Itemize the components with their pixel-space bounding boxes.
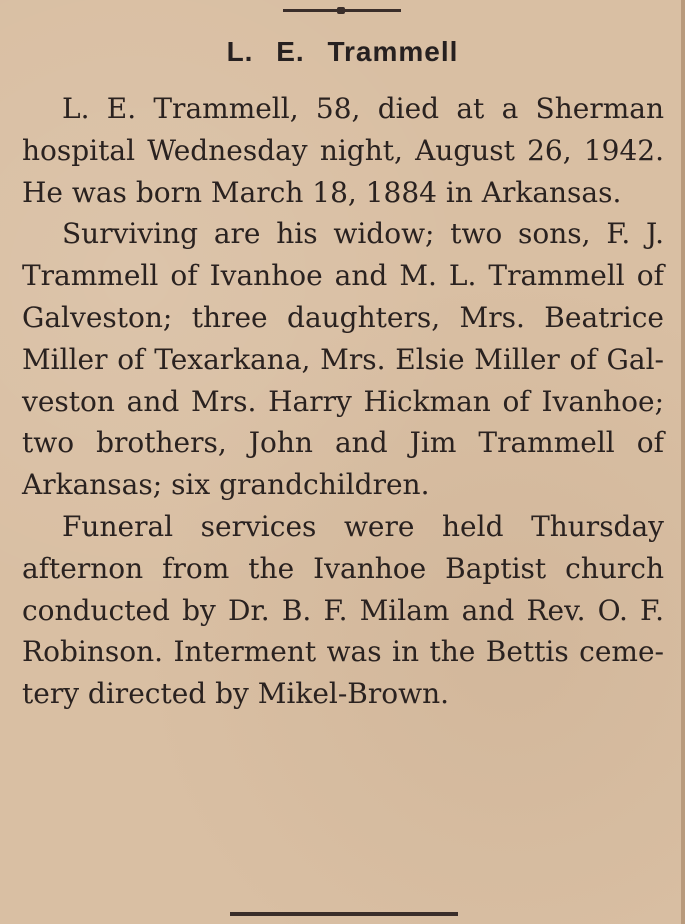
obituary-body — [22, 88, 664, 715]
paragraph-funeral-services: Funeral services were held Thursday afternon from the Ivanhoe Baptist church conducted by Dr. B. F. Milam and Rev. O. F. Robinson. Interment was in the Bettis cemetery directed by Mikel-Brown. — [22, 509, 664, 711]
paragraph-death-notice: L. E. Trammell, 58, died at a Sherman hospital Wednesday night, August 26, 1942. He was born March 18, 1884 in Arkansas. — [22, 92, 664, 209]
obituary-headline: L. E. Trammell — [226, 36, 459, 67]
top-decorative-rule — [283, 9, 401, 12]
paragraph-survivors: Surviving are his widow; two sons, F. J. Trammell of Ivanhoe and M. L. Trammell of Galveston; three daughters, Mrs. Beatrice Miller of Texarkana, Mrs. Elsie Miller of Galveston and Mrs. Harry Hickman of Ivanhoe; two brothers, John and Jim Trammell of Arkansas; six grandchildren. — [22, 217, 664, 502]
bottom-decorative-rule — [230, 912, 458, 916]
